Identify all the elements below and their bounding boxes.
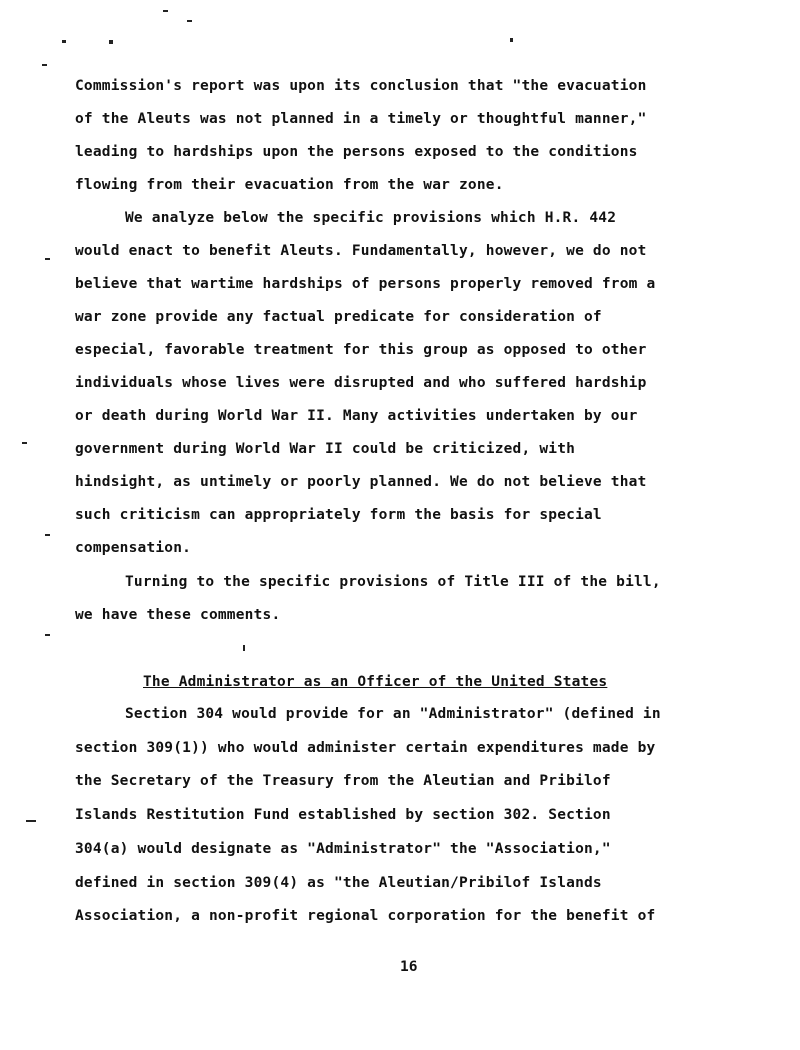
scan-speck — [243, 645, 245, 651]
scan-speck — [45, 634, 50, 636]
body-line: such criticism can appropriately form the basis for special — [75, 507, 602, 523]
scan-speck — [22, 442, 27, 444]
body-line: hindsight, as untimely or poorly planned. We do not believe that — [75, 474, 647, 490]
body-line: Commission's report was upon its conclusion that "the evacuation — [75, 78, 647, 94]
body-line: defined in section 309(4) as "the Aleutian/Pribilof Islands — [75, 875, 602, 891]
body-line: Islands Restitution Fund established by section 302. Section — [75, 807, 611, 823]
body-line: of the Aleuts was not planned in a timely or thoughtful manner," — [75, 111, 647, 127]
body-line: flowing from their evacuation from the war zone. — [75, 177, 504, 193]
scan-speck — [187, 20, 192, 22]
body-line: we have these comments. — [75, 607, 281, 623]
body-line: would enact to benefit Aleuts. Fundamentally, however, we do not — [75, 243, 647, 259]
body-line: the Secretary of the Treasury from the Aleutian and Pribilof — [75, 773, 611, 789]
body-line: individuals whose lives were disrupted and who suffered hardship — [75, 375, 647, 391]
body-line: section 309(1)) who would administer certain expenditures made by — [75, 740, 656, 756]
body-line: leading to hardships upon the persons exposed to the conditions — [75, 144, 638, 160]
body-line: believe that wartime hardships of persons properly removed from a — [75, 276, 656, 292]
scan-speck — [45, 534, 50, 536]
section-heading: The Administrator as an Officer of the United States — [143, 674, 608, 690]
scan-speck — [510, 38, 513, 42]
body-line: especial, favorable treatment for this group as opposed to other — [75, 342, 647, 358]
scan-speck — [26, 820, 36, 822]
body-line: Turning to the specific provisions of Title III of the bill, — [125, 574, 661, 590]
scan-speck — [62, 40, 66, 43]
body-line: government during World War II could be criticized, with — [75, 441, 576, 457]
body-line: war zone provide any factual predicate for consideration of — [75, 309, 602, 325]
scan-speck — [163, 10, 168, 12]
scan-speck — [42, 64, 47, 66]
body-line: We analyze below the specific provisions which H.R. 442 — [125, 210, 617, 226]
scan-speck — [45, 258, 50, 260]
body-line: or death during World War II. Many activities undertaken by our — [75, 408, 638, 424]
scan-speck — [109, 40, 113, 44]
body-line: Section 304 would provide for an "Administrator" (defined in — [125, 706, 661, 722]
body-line: Association, a non-profit regional corporation for the benefit of — [75, 908, 656, 924]
body-line: compensation. — [75, 540, 192, 556]
page-number: 16 — [400, 959, 418, 975]
body-line: 304(a) would designate as "Administrator" the "Association," — [75, 841, 611, 857]
